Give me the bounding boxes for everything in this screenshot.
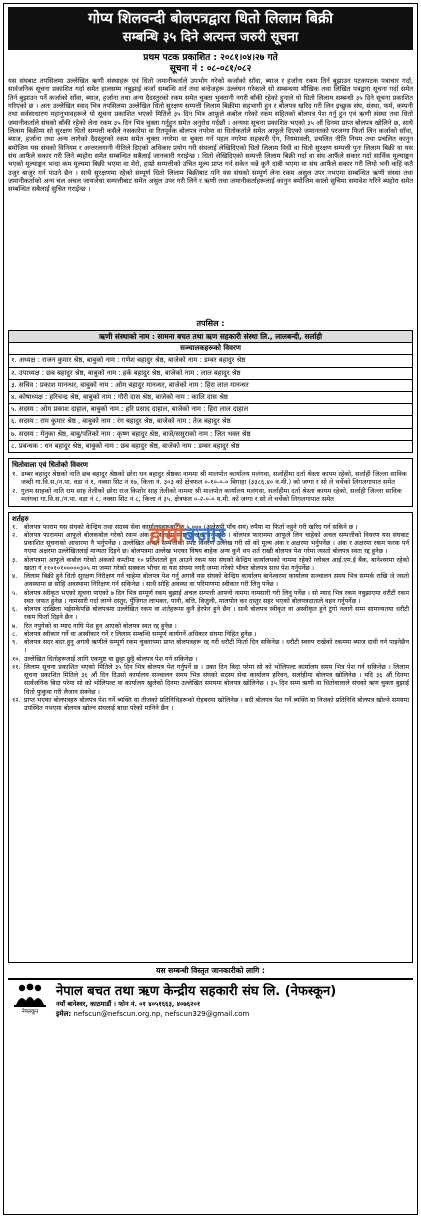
organization-name: नेपाल बचत तथा ऋण केन्द्रीय सहकारी संघ लि. (नेफस्कून) [56, 983, 337, 999]
people-emblem-icon [12, 983, 48, 1009]
term-text: बोलपत्र फाराममा आफूले बोलकबोल गरेको रकम अंक र अक्षरमा स्पष्ट उल्लेख गर्नुपर्नेछ । बोलपत्र फाराममा आफूले लिन चाहेको अचल सम्पत्तीको विवरण यस संघबाट प्रकाशित सूचनाको आधारमा नै भर्नुपर्नेछ । उल्लेखित अचल सम्पत्तीको स्पष्ट विवरण उल्लेख गरी सो को मूल्य अंक र अक्षरमा भर्नुपर्नेछ । अंक र अक्षरमा रकम फरक पर्न गएमा अक्षरमा उल्लेखितलाई मान्यता दिइने छ। बोलपत्रमा उल्लेख भएका विषय बाहेक अन्य कुनै थप शर्त राखी बोलपत्र पेश गरेमा त्यस्तो बोलपत्र स्वतः रद्द हुनेछ । [24, 531, 409, 556]
term-item [12, 664, 409, 697]
intro-paragraph: यस संघबाट तपसिलमा उल्लेखित ऋणी संस्थाहरू एवं धितो जमानीकर्ताले उपभोग गरेको कर्जाको साँवा, ब्याज र हर्जाना रकम तिर्न बुझाउन पटकपटक पत्राचार गर्दा, सार्वजनिक सूचना प्रकाशित गर्दा समेत हालसम्म नबुझाई कर्जा सम्बन्धि शर्त तथा बन्देजहरू उल्लंघन गरेकाले सो सम्बन्धमा मौखिक तथा लिखित पत्रद्वारा सूचना गर्दा समेत तिर्न बुझाउन पर्ने कर्जाको साँवा, ब्याज, हर्जाना तथा अन्य दैदस्तुरको रकम समेत चुक्ता भुक्तानी नगरी बाँकी रहेको हुनाले यो धितो लिलाम सम्बन्धी ३५ दिने सूचना प्रकाशित गरिएको छ । अतः उल्लेखित स्वाद भित्र तपसिलमा उल्लेखित धितो सुरक्षण सम्पत्ती लिलाम बिक्रीमा सहभागी हुन र बोलपत्र खरिद गरी लिन इच्छुक संघ, संस्था, फर्म, कम्पनी तथा सर्वसाधारण महानुभावहरूले यो सूचना प्रकाशित भएको मितिले ३५ दिन भित्र आफूले कबोल गरेको रकम सहितको बोलपत्र पेश गर्नु हुन एवं ऋणी संस्था तथा धितो जमानीकर्ताले संघको बाँकी रहेको लेना रकम ३५ दिन भित्र चुक्ता गर्नुहुन समेत अनुरोध गर्दछौं । अन्यथा सूचना प्रकाशित भएको ३५ औं दिनमा प्राप्त बोलपत्र खोलिने छ, साथै लिलाम बिक्रीमा सो सुरक्षण धितो सम्पत्ती कसैले नसकारेमा वा रितपूर्वक बोलपत्र नपरेमा वा धितोकर्ताले समेत आफूले दिएको जमानतको परजग्गा फिर्ता लिन कर्जाको साँवा, ब्याज, हर्जाना तथा अन्य लागेको दैदस्तुरको रकम समेत चुक्ता नगरेमा वा चुक्ता गर्न पहल नगरेमा सहकारी ऐन, नियमावली, प्रचलित नीति नियम तथा प्रचलित कानुन बमोजिम यस संघको विनियम र अन्तरलगानी नीतिले दिएको अधिकार प्रयोग गरी संघलाई लेखिदिएको धितो लिलाम विधी वा धितो सुरक्षण सम्पत्ती पुनः लिलाम बिक्री वा यस संघ आफैंले सकार गरी लिने ब्यहोरा समेत सम्बन्धित सबैलाई जानकारी गराईन्छ । धितो लेखिदिएको सम्पत्ती लिलाम बिक्री गर्दा वा संघ आफैंले सकार गर्दा सार्विक मूल्याङ्कन भएको मूल्याङ्कन भन्दा कम मूल्यमा बिक्री भएमा वा मेरो, हाम्रो सम्पत्तीको उचित मूल्य प्राप्त गर्न सकेन भन्ने कुनै दाबी भएमा वा संघ आफैंले सकार गरी लियो भनी कहिं कतै उजुर बाजुर गर्न पाउने छैन । साथै सुरक्षणमा रहेको सम्पूर्ण धितो लिलाम बिक्रीबाट पनि यस संघको सम्पूर्ण लेना रकम असुल उपर नभएमा सम्बन्धित ऋणी संस्था तथा जमानीकर्ताको अन्य चल अचल जायजेथा सम्पत्तीबाट समेत असुल उपर गरी लिने र ऋणी तथा जमानीकर्ताहरूलाई कानुन बमोजिम कालो सुचिमा समावेश गरिने ब्यहोरा समेत सम्बन्धित सबैलाई सुचित गराईन्छ । [8, 77, 413, 194]
email-address-link[interactable]: nefscun@nefscun.org.np, nefscun329@gmail.com [73, 1009, 250, 1018]
term-number: ४. [12, 573, 18, 580]
term-item [12, 590, 409, 607]
more-info-heading: यस सम्बन्धी विस्तृत जानकारीको लागि : [156, 965, 265, 975]
terms-section [8, 512, 413, 963]
term-text: रित नपुगेको वा म्याद नाघि पेश हुन आएको बोलपत्र स्वत रद्द हुनेछ । [24, 622, 177, 630]
term-item [12, 656, 409, 664]
term-number: ७. [12, 622, 18, 630]
contact-info [52, 983, 413, 1019]
watermark-text-a: हाम्रो [149, 522, 184, 547]
nefscun-logo [8, 983, 52, 1016]
term-text: बोलपत्र फाराम यस संघको केन्द्रिय तथा सदस्य सेवा कार्यालयहरूबाट रु.५,००० (अक्षेरुपी पाँच सय) रुपैया मा फिर्ता नहुने गरी खरिद गर्न सकिने छ । [24, 523, 358, 531]
director-row: ६. सदस्य : राम कुमार श्रेष्ठ , बाबुको नाम : रंग बहादुर श्रेष्ठ, बाजेको नाम : तेज बहादुर श्रेष्ठ [9, 416, 413, 428]
notice-page [3, 3, 418, 1215]
term-item [12, 557, 409, 574]
terms-title: शर्तहरु [12, 514, 29, 523]
publication-date: प्रथम पटक प्रकाशित : २०८१।०४।२७ गते [143, 53, 278, 63]
notice-title: गोप्य शिलवन्दी बोलपत्रद्वारा धितो लिलाम बिक्री [88, 11, 333, 27]
term-text: प्राप्त भएका बोलपत्रहरु बोलपत्र पेश गर्ने ब्यक्ति वा तीजको प्रतिनिधिहरूको रोहबरमा खोलिनेछ । बदी बोलपत्र पेश गर्ने ब्यक्ति वा निजको प्रतिनिधि बोलपत्र खोल्ने समयमा उपस्थित नभएमा बोलपत्र खोल्न संघलाई बाधा परेको मानिने छैन । [24, 696, 409, 712]
term-number: १०. [12, 655, 21, 663]
director-row: ४. कोषाध्यक्ष : हरिचन्द्र श्रेष्ठ, बाबुको नाम : गौरी दास श्रेष्ठ, बाजेको नाम : कालि दास श्रेष्ठ [9, 391, 413, 403]
term-number: ११. [12, 663, 21, 671]
director-row: १. अध्यक्ष : राजन कुमार श्रेष्ठ, बाबुको नाम : गणेश बहादुर श्रेष्ठ, बाजेको नाम : डम्बर बहादुर श्रेष्ठ [9, 355, 413, 367]
term-number: ५. [12, 589, 18, 597]
collateral-item [12, 470, 409, 487]
collateral-item-number: १. [12, 469, 18, 478]
borrower-name: ऋणी संस्थाको नाम : सामना बचत तथा ऋण सहकारी संस्था लि., लालबन्दी, सर्लाही [9, 331, 413, 343]
collateral-item [12, 487, 409, 504]
notice-subtitle: सम्बन्धि ३५ दिने अत्यन्त जरुरी सूचना [122, 30, 299, 45]
term-item [12, 639, 409, 656]
term-item [12, 631, 409, 639]
term-text: बोलपत्रमा आफूले कबोल गरेको अंकको कम्तीमा १० प्रतिशतले हुन आउने रकम यस संघको केन्द्रिय कार्यालयको नाममा रहेको ग्लोबल आई.एम.ई बैंक, बानेश्वरमा रहेको खाता नं ११०१०१०००००३०५ मा जम्मा गरेको सक्कल भौचर वा यस संघमा नगदै जम्मा गरेको भौचर बोलपत्र साथ पेश गर्नुपर्नेछ । [24, 556, 409, 572]
watermark-logo [149, 521, 225, 549]
director-row: ८. प्रबन्धक : धन बहादुर श्रेष्ठ, बाबुको नाम : छब बहादुर श्रेष्ठ, बाजेको नाम : डम्बर बहादुर श्रेष्ठ [9, 440, 413, 452]
term-number: ९. [12, 639, 18, 646]
director-row: ७. सदस्य : मेनुका श्रेष्ठ, बाबु/पतिको नाम : कृष्ण बहादुर श्रेष्ठ, बाजे/ससुराको नाम : जित भक्त श्रेष्ठ [9, 428, 413, 440]
term-text: बोलपत्र स्वीकृत भएको सूचना पाएको ७ दिन भित्र सम्पूर्ण रकम बुझाई अचल सम्पत्ती आफ्नो नाममा नामसारी गरी लिनु पर्नेछ । सो म्याद भित्र रकम नबुझाएमा धरौटी रकम स्वत जफत हुनेछ । नामसारी गर्दा लाग्ने दस्तुर, पुँजिगत लाभकर, पानी, बत्ति, बिजुली, मालपोत कर दस्तुर सहर भएको बोलपत्रदाताले वहन गर्नुपर्नेछ । [24, 589, 409, 605]
term-text: बोलपत्र स्वीकार गर्ने वा अस्वीकार गर्ने र लिलाम सम्बन्धि सम्पूर्ण कार्यगर्ने अधिकार संघमा निहित हुनेछ । [24, 630, 257, 638]
collateral-item-text: डम्बर बहादुर श्रेष्ठको नाति छब बहादुर श्रेष्ठको छोरा धन बहादुर श्रेष्ठका नाममा श्री मालपोत कार्यालय मलंगवा, सर्लाहीमा दर्ता श्रेस्ता कायम रहेको, सर्लाही जिल्ला साविक जब्दी गा.वि.स./न.पा. वडा नं १, नक्सा सिट नं १७, कित्ता नं. ३०३ को क्षेत्रफल ०-१०-०-० बिगाहा (३३८६.४० व.मी.) को जग्गा र सो ले चर्चेको लिगलगापात समेत [21, 469, 407, 487]
director-row: २. उपाध्यक्ष : छब बहादुर श्रेष्ठ, बाबुको नाम : हर्क बहादुर श्रेष्ठ, बाजेको नाम : लाल बहादुर श्रेष्ठ [9, 367, 413, 379]
address-phone: नयाँ बानेश्वर, काठमाडौं । फोन नं. ०१ ४०५१६६३, ४०७६२०१ [56, 999, 201, 1008]
term-item [12, 573, 409, 590]
term-text: बोलपत्र सदर बदर हुनु अगावै ऋणीले सम्पूर्ण रकम चुक्तापमा प्राप्त बोलपत्रहरू रद्द गरी धरौटी फिर्ता दिन सकिनेछ । धरौटी स्वरुप राखेको रकममा ब्याज दावी गर्न पाइनेछैन । [24, 639, 409, 655]
term-number: १२. [12, 696, 21, 704]
term-text: उल्लेखित धितोहरूलाई लागि एकमुष्ट वा छुट्टा छुट्टै बोलपत्र पेश गर्न सकिनेछ । [24, 655, 198, 663]
term-item [12, 697, 409, 714]
term-number: १. [12, 523, 18, 531]
watermark-text-b: बजार [183, 522, 226, 547]
term-text: लिलाम बिक्री हुने धितो सुरक्षण निरीक्षण गर्न चाहेमा बोलपत्र पेश गर्नु अगावै यस संघको केन्द्रिय कार्यालय बानेश्वरमा कार्यालय सञ्चालन समय भित्र सम्पर्क राखि जे जस्तो अवस्थामा छ सोहि अवस्थामा निरिक्षण गर्न सकिनेछ । साथै सोहि अवस्था वा परिमाणमा स्वीकार गरी लिनु पर्नेछ । [24, 573, 409, 589]
collateral-title: धितोवाला एवं धितोको विवरण [12, 460, 88, 469]
logo-caption: नेफस्कून [21, 1008, 39, 1015]
tapsil-label: तपसिल : [196, 319, 225, 328]
notice-title-box [8, 7, 413, 50]
email-line [56, 1009, 413, 1019]
term-number: २. [12, 531, 18, 539]
term-item [12, 606, 409, 623]
director-row: ३. सचिव : प्रकाश मानन्धर, बाबुको नाम : ओम बहादुर मानन्धर, बाजेको नाम : हिरा लाल मानन्धर [9, 379, 413, 391]
term-item [12, 623, 409, 631]
email-label: इमेल: [56, 1009, 72, 1018]
directors-title: सञ्चालकहरूको विवरण [9, 343, 413, 355]
collateral-item-number: २. [12, 486, 18, 495]
term-number: ६. [12, 606, 18, 613]
term-text: बोलपत्र दाखिला भईसकेपछि बोलपत्रमा उल्लेखित रकम वा शर्तहरूमा कुनै हेरफेर हुने छैन । साथै बोलपत्र स्वीकृत वा अस्वीकृत हुने टुंगो नलागे सम्म सामान्यतया धरौटी रकम फिर्ता दिइने छैन । [24, 606, 409, 622]
collateral-item-text: गुलम साहको नाति राम साह तेलीको छोरा राज किशोर साह तेलीको नाममा श्री मालपोत कार्यालय मलंगवा, सर्लाहीमा दर्ता श्रेस्ता कायम रहेको, सर्लाही जिल्ला साविक मलंगवा गा.वि.स./न.पा. वडा नं ८, नक्सा सिट नं ८, कित्ता नं ३५, क्षेत्रफल ०-२-०-० व.मी. को जग्गा र सो ले चर्चेको लिगलगापात समेत [21, 486, 402, 504]
director-row: ५. सदस्य : ओम प्रकाश दाहाल, बाबुको नाम : हरि प्रसाद दाहाल, बाजेको नाम : हिरा लाल दाहाल [9, 404, 413, 416]
notice-number: सूचना नं : ०८-०८१/०८२ [169, 64, 252, 74]
term-number: ३. [12, 556, 18, 564]
term-text: लिलाम सूचना प्रकाशित भएको मितिले ३५ दिन भित्र बोलपत्र पेश गर्नुपर्ने छ । उक्त दिन बिदा परेमा सो को भोलिपल्ट कार्यालय समय भित्र पेश गर्न सकिनेछ । लिलाम सूचना प्रकाशित मितिले ३६ औं दिन दिउसो कार्यालय सञ्चालन समय भित्र संघको सदस्य सेवा कार्यालय हरिवन, सर्लाहीमा बोलपत्र खोलिनेछ । यदि ३६ औं दिनमा सार्वजनिक बिदा परेमा सो को भोलिपल्ट वा कार्यालय खुलेको दिनमा उल्लेखित समयमा बोलपत्र खोलिनेछ । ३५ दिन सम्म ऋणी वा धितोवालाले संघको ऋण चुक्ता बुझाई धितो फुकुवा गरी लैजान सक्नेछ । [24, 663, 409, 696]
footer [8, 978, 413, 1019]
borrower-table [8, 330, 413, 453]
term-number: ८. [12, 630, 18, 638]
